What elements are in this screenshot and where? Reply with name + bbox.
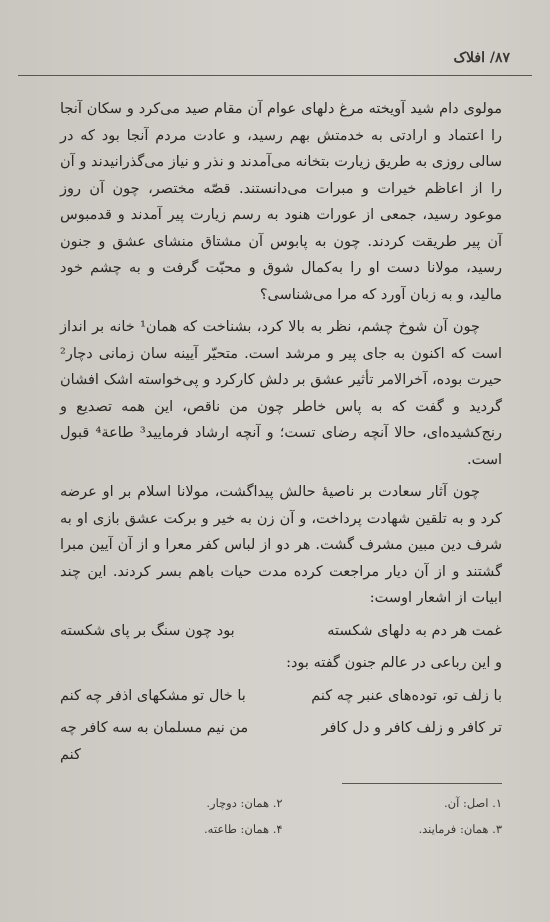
verse-intro: و این رباعی در عالم جنون گفته بود: xyxy=(286,655,502,671)
paragraph-2: چون آن شوخ چشم، نظر به بالا کرد، بشناخت که همان¹ خانه بر انداز است که اکنون به جای پیر و مرشد است. متحیّر آیینه سان زمانی دچار² حیرت بوده، آخرالامر تأثیر عشق بر دلش کارکرد و پی‌خواسته اشک افشان گردید و گفت که به پاس خاطر چون من ناقص، این همه تصدیع و رنج‌کشیده‌ای، حالا آنچه رضای تست؛ و آنچه ارشاد فرمایید³ طاعة⁴ قبول است. xyxy=(60,319,502,468)
hemistich-left: با خال تو مشکهای اذفر چه کنم xyxy=(60,687,246,704)
footnote: ۱. اصل: آن. xyxy=(444,796,502,810)
hemistich-right: با زلف تو، توده‌های عنبر چه کنم xyxy=(311,687,502,704)
footnote: ۲. همان: دوچار. xyxy=(206,796,283,810)
page-folio: ۸۷/ افلاک xyxy=(453,50,510,66)
main-text xyxy=(60,96,502,774)
footnote: ۳. همان: فرمایند. xyxy=(418,822,502,836)
footnotes xyxy=(80,790,502,842)
footnote-rule xyxy=(342,783,502,784)
verse-line xyxy=(60,683,502,710)
header-rule xyxy=(18,75,532,76)
page-header xyxy=(18,50,532,74)
paragraph-3: چون آثار سعادت بر ناصیهٔ حالش پیداگشت، مولانا اسلام بر او عرضه کرد و به تلقین شهادت پرداخت، و آن زن به خیر و برکت عشق بازی او به شرف دین مبین مشرف گشت. هر دو از لباس کفر معرا و از آن آیین مبرا گشتند و از آن دیار مراجعت کرده مدت حیات باهم بسر کردند. این چند ابیات از اشعار اوست: xyxy=(60,484,502,606)
hemistich-left: من نیم مسلمان به سه کافر چه کنم xyxy=(60,720,249,763)
verse-line xyxy=(60,618,502,645)
hemistich-right: تر کافر و زلف کافر و دل کافر xyxy=(321,720,502,736)
footnote-row xyxy=(80,816,502,842)
verse-line xyxy=(60,715,502,768)
footnote-row xyxy=(80,790,502,816)
verse-block xyxy=(60,618,502,769)
hemistich-left: بود چون سنگ بر پای شکسته xyxy=(60,622,235,639)
hemistich-right: غمت هر دم به دلهای شکسته xyxy=(327,622,502,639)
paragraph-1: مولوی دام شید آویخته مرغ دلهای عوام آن مقام صید می‌کرد و سکان آنجا را اعتماد و ارادتی به خدمتش بهم رسید، و عادت مردم آنجا بود که در سالی روزی به طریق زیارت بتخانه می‌آمدند و نذر و نیاز می‌گذرانیدند و آن را از اعاظم خیرات و مبرات می‌دانستند. قصّه مختصر، چون آن روز موعود رسید، جمعی از عورات هنود به رسم زیارت پیر آمدند و قدمبوس آن پیر طریقت کردند. چون به پابوس آن مشتاق منشای عشق و جنون رسید، مولانا دست او را به‌کمال شوق و محبّت گرفت و به چشم خود مالید، و به زبان آورد که مرا می‌شناسی؟ xyxy=(60,101,502,303)
footnote: ۴. همان: طاعته. xyxy=(204,822,283,836)
